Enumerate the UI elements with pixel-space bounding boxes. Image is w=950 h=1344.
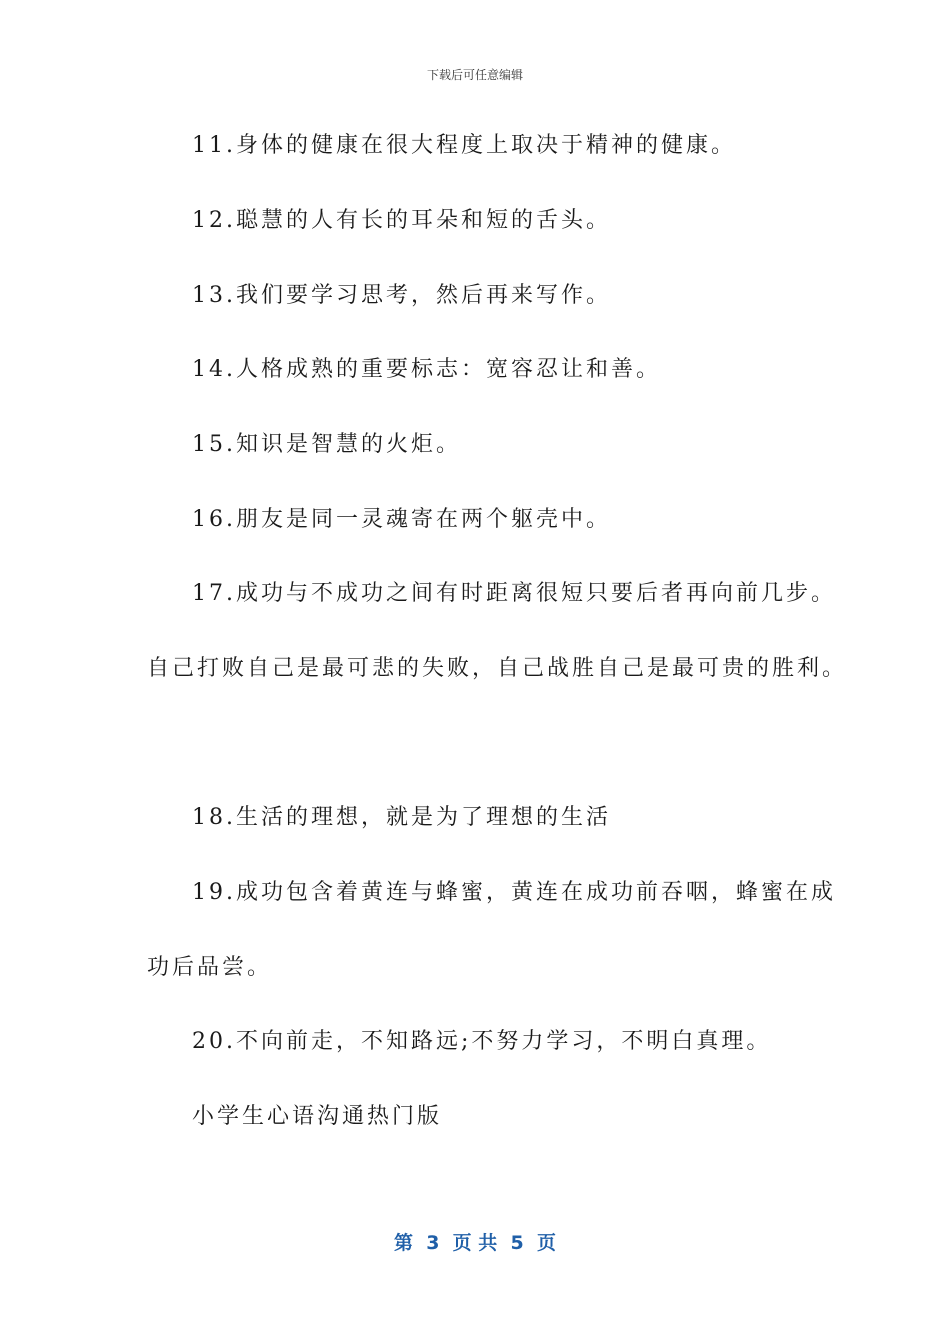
- paragraph-11: 11.身体的健康在很大程度上取决于精神的健康。: [192, 133, 736, 158]
- paragraph-16: 16.朋友是同一灵魂寄在两个躯壳中。: [192, 507, 611, 532]
- page-header: 下载后可任意编辑: [426, 68, 523, 82]
- paragraph-17-continued: 自己打败自己是最可悲的失败，自己战胜自己是最可贵的胜利。: [147, 656, 848, 681]
- paragraph-15: 15.知识是智慧的火炬。: [192, 432, 461, 457]
- paragraph-12: 12.聪慧的人有长的耳朵和短的舌头。: [192, 208, 611, 233]
- paragraph-14: 14.人格成熟的重要标志：宽容忍让和善。: [192, 357, 661, 382]
- paragraph-19-continued: 功后品尝。: [147, 955, 273, 980]
- paragraph-18: 18.生活的理想，就是为了理想的生活: [192, 805, 611, 830]
- page-number-footer: 第 3 页 共 5 页: [394, 1232, 556, 1254]
- section-heading: 小学生心语沟通热门版: [192, 1104, 443, 1129]
- paragraph-20: 20.不向前走，不知路远;不努力学习，不明白真理。: [192, 1029, 772, 1054]
- paragraph-17: 17.成功与不成功之间有时距离很短只要后者再向前几步。: [192, 581, 836, 606]
- paragraph-13: 13.我们要学习思考，然后再来写作。: [192, 283, 611, 308]
- paragraph-19: 19.成功包含着黄连与蜂蜜，黄连在成功前吞咽，蜂蜜在成: [192, 880, 836, 905]
